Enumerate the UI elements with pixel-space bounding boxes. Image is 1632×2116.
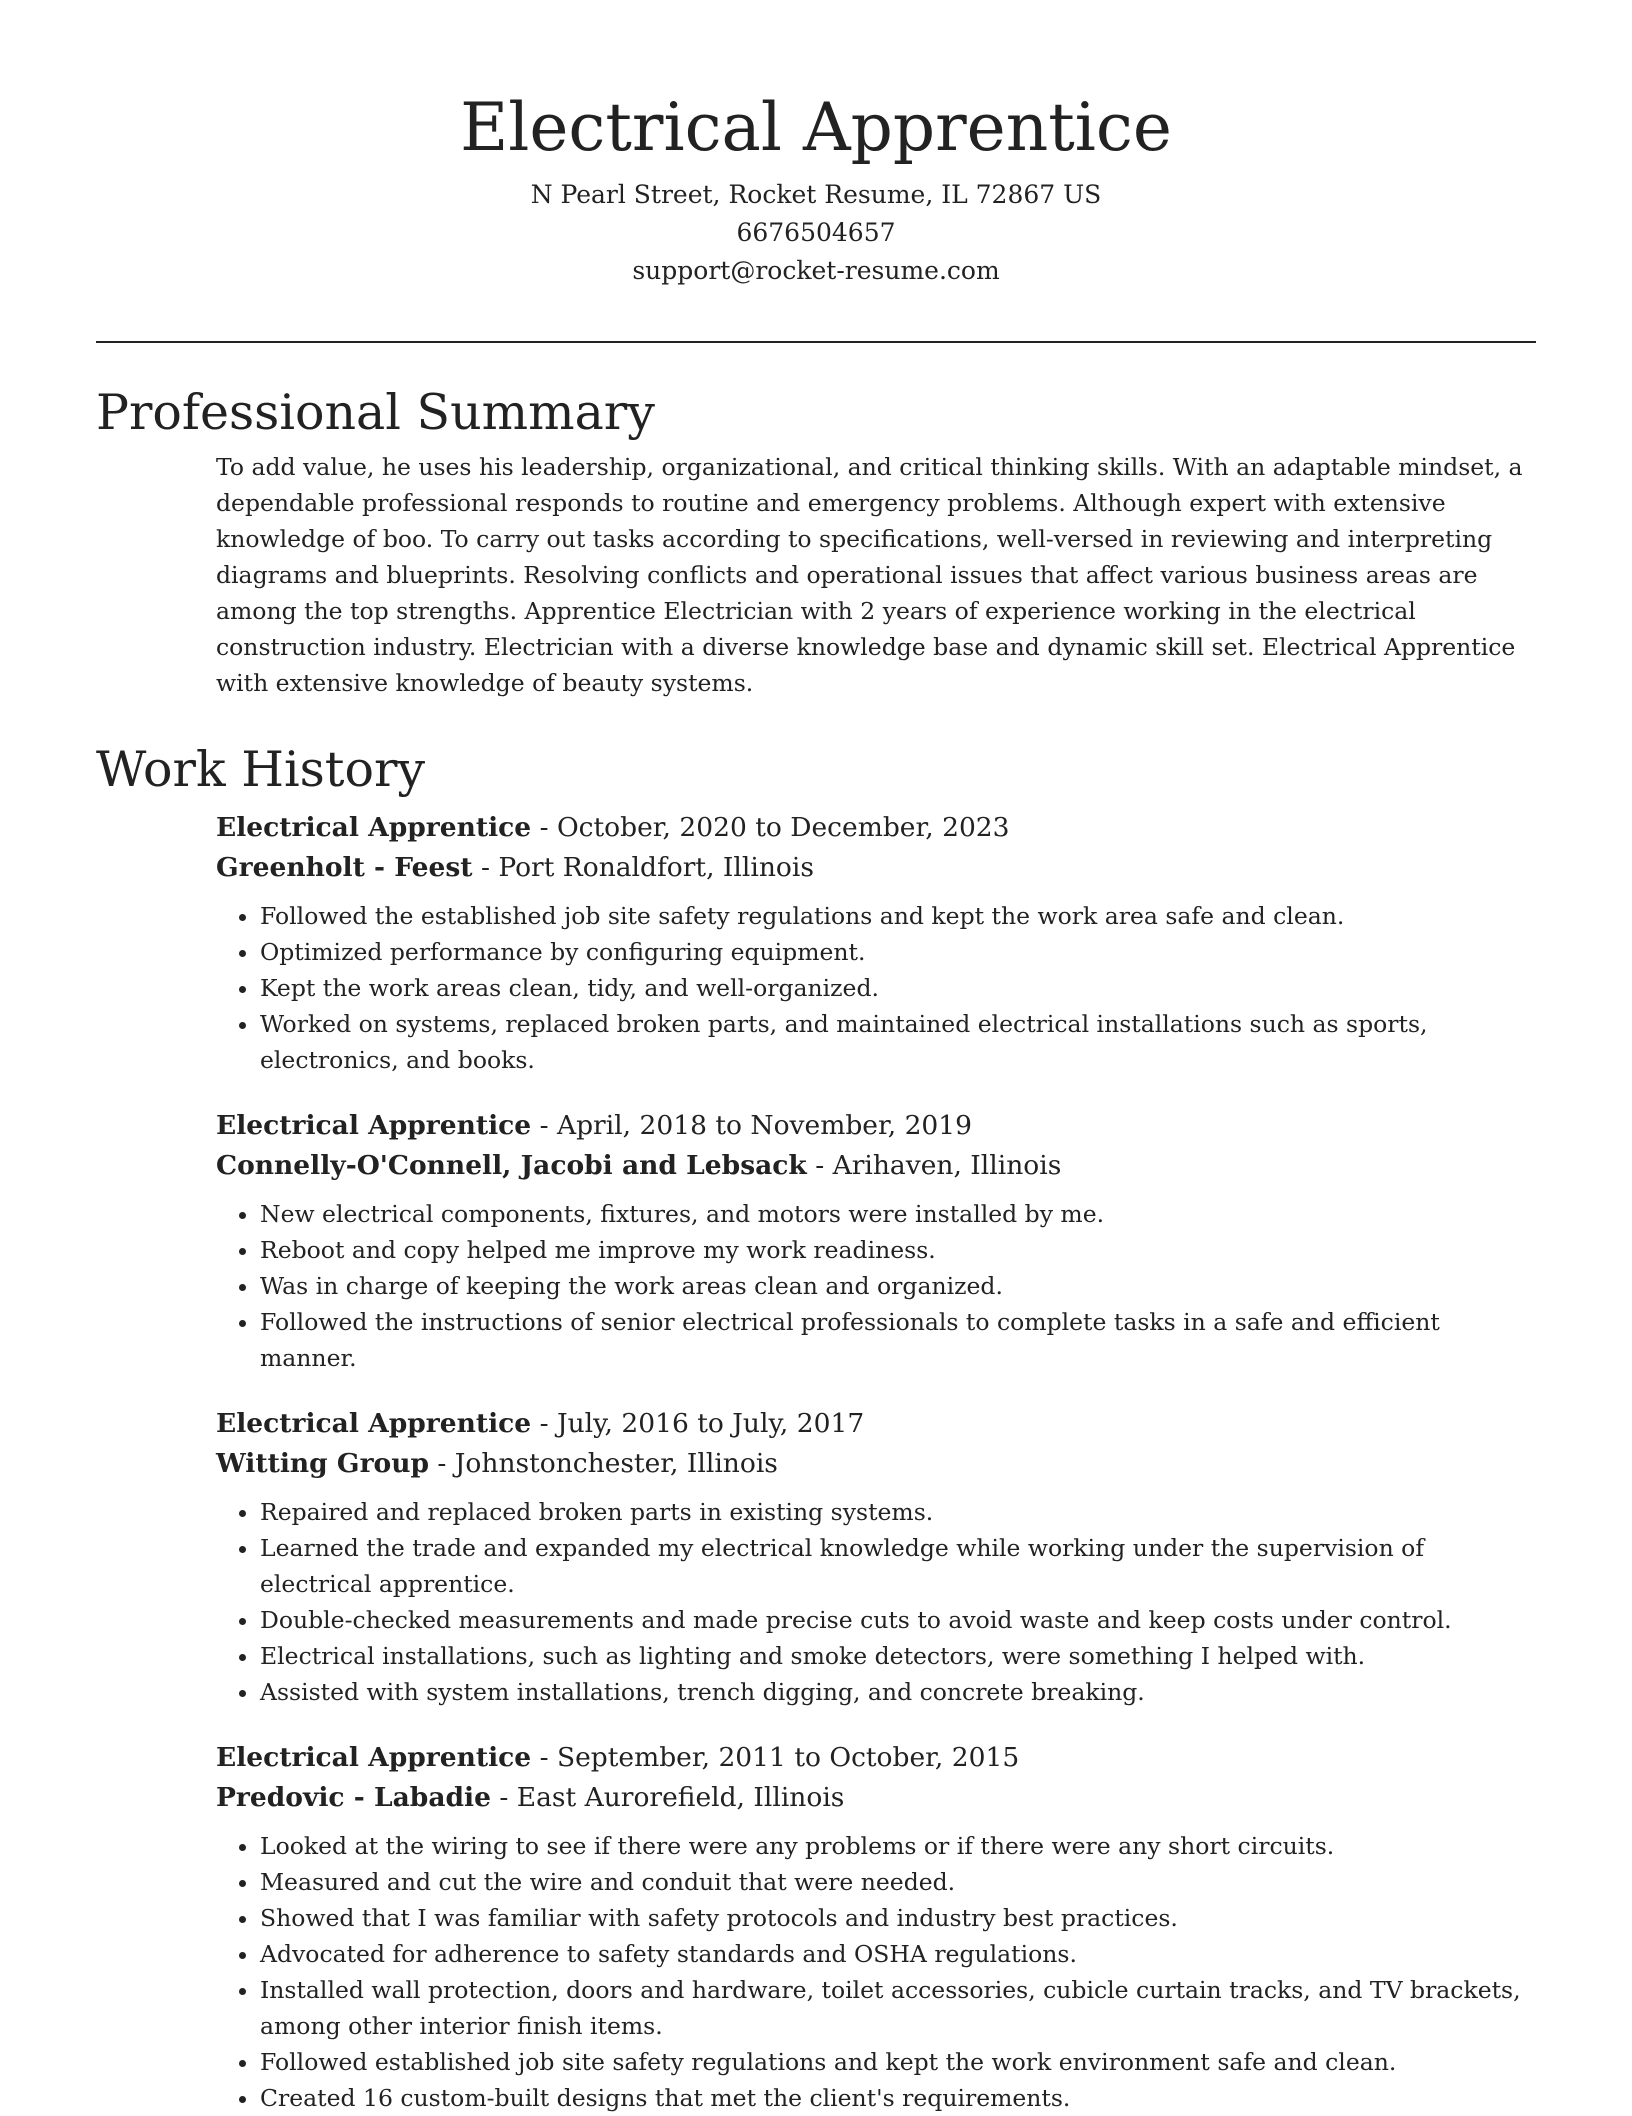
job-bullet: • Electrical installations, such as lighting and smoke detectors, were something I helped with.: [260, 1638, 1536, 1674]
job-bullet: • Installed wall protection, doors and hardware, toilet accessories, cubicle curtain tracks, and TV brackets, among other interior finish items.: [260, 1972, 1536, 2044]
job-bullet: • Assisted with system installations, trench digging, and concrete breaking.: [260, 1674, 1536, 1710]
job-bullet: • Advocated for adherence to safety standards and OSHA regulations.: [260, 1936, 1536, 1972]
candidate-title: Electrical Apprentice: [460, 89, 1172, 166]
job-bullet: • Worked on systems, replaced broken parts, and maintained electrical installations such as sports, electronics, and books.: [260, 1006, 1536, 1078]
job-role: Electrical Apprentice: [216, 1408, 532, 1439]
job-location: - Johnstonchester, Illinois: [429, 1448, 778, 1479]
job-bullet: • Double-checked measurements and made precise cuts to avoid waste and keep costs under control.: [260, 1602, 1536, 1638]
job-company: Connelly-O'Connell, Jacobi and Lebsack: [216, 1150, 807, 1181]
phone-number: 6676504657: [736, 218, 896, 247]
job-bullet: • Measured and cut the wire and conduit that were needed.: [260, 1864, 1536, 1900]
job-company: Greenholt - Feest: [216, 852, 473, 883]
job-bullet: • Looked at the wiring to see if there were any problems or if there were any short circuits.: [260, 1828, 1536, 1864]
summary-text: To add value, he uses his leadership, organizational, and critical thinking skills. With an adaptable mindset, a dependable professional responds to routine and emergency problems. Although expert with extensive knowledge of boo. To carry out tasks according to specifications, well-versed in reviewing and interpreting diagrams and blueprints. Resolving conflicts and operational issues that affect various business areas are among the top strengths. Apprentice Electrician with 2 years of experience working in the electrical construction industry. Electrician with a diverse knowledge base and dynamic skill set. Electrical Apprentice with extensive knowledge of beauty systems.: [216, 453, 1523, 697]
work-history-heading: Work History: [96, 741, 426, 798]
header-divider: [96, 341, 1536, 343]
job-dates: - September, 2011 to October, 2015: [531, 1742, 1020, 1773]
job-title-line: [216, 1738, 1536, 1778]
job-title-line: [216, 808, 1536, 848]
job-bullet: • Was in charge of keeping the work areas clean and organized.: [260, 1268, 1536, 1304]
job-company: Predovic - Labadie: [216, 1782, 491, 1813]
job-company: Witting Group: [216, 1448, 429, 1479]
job-entry: [216, 808, 1536, 1078]
job-role: Electrical Apprentice: [216, 1742, 532, 1773]
job-location: - Arihaven, Illinois: [806, 1150, 1062, 1181]
job-entry: [216, 1738, 1536, 2116]
job-bullet: • Showed that I was familiar with safety protocols and industry best practices.: [260, 1900, 1536, 1936]
job-dates: - July, 2016 to July, 2017: [531, 1408, 865, 1439]
job-company-line: [216, 1444, 1536, 1484]
job-bullet: • Followed established job site safety regulations and kept the work environment safe and clean.: [260, 2044, 1536, 2080]
email-address: support@rocket-resume.com: [632, 256, 1000, 285]
job-bullets: [216, 1196, 1536, 1376]
job-title-line: [216, 1404, 1536, 1444]
summary-heading: Professional Summary: [96, 384, 655, 441]
job-bullet: • Learned the trade and expanded my electrical knowledge while working under the supervision of electrical apprentice.: [260, 1530, 1536, 1602]
job-location: - Port Ronaldfort, Illinois: [472, 852, 814, 883]
job-bullet: • Created 16 custom-built designs that met the client's requirements.: [260, 2080, 1536, 2116]
job-entry: [216, 1106, 1536, 1376]
job-role: Electrical Apprentice: [216, 1110, 532, 1141]
resume-header: [0, 0, 1632, 290]
job-location: - East Aurorefield, Illinois: [490, 1782, 845, 1813]
work-history-section: [96, 740, 1536, 2116]
job-bullets: [216, 1828, 1536, 2116]
job-dates: - October, 2020 to December, 2023: [531, 812, 1010, 843]
job-bullets: [216, 1494, 1536, 1710]
job-company-line: [216, 848, 1536, 888]
job-bullet: • Kept the work areas clean, tidy, and well-organized.: [260, 970, 1536, 1006]
job-bullet: • Reboot and copy helped me improve my work readiness.: [260, 1232, 1536, 1268]
job-dates: - April, 2018 to November, 2019: [531, 1110, 973, 1141]
job-role: Electrical Apprentice: [216, 812, 532, 843]
job-bullet: • New electrical components, fixtures, and motors were installed by me.: [260, 1196, 1536, 1232]
job-bullet: • Repaired and replaced broken parts in existing systems.: [260, 1494, 1536, 1530]
job-company-line: [216, 1778, 1536, 1818]
address: N Pearl Street, Rocket Resume, IL 72867 US: [530, 180, 1102, 209]
job-entry: [216, 1404, 1536, 1710]
job-title-line: [216, 1106, 1536, 1146]
job-bullet: • Followed the established job site safety regulations and kept the work area safe and clean.: [260, 898, 1536, 934]
summary-section: [96, 383, 1536, 701]
job-bullet: • Optimized performance by configuring equipment.: [260, 934, 1536, 970]
job-bullet: • Followed the instructions of senior electrical professionals to complete tasks in a safe and efficient manner.: [260, 1304, 1536, 1376]
job-bullets: [216, 898, 1536, 1078]
job-company-line: [216, 1146, 1536, 1186]
